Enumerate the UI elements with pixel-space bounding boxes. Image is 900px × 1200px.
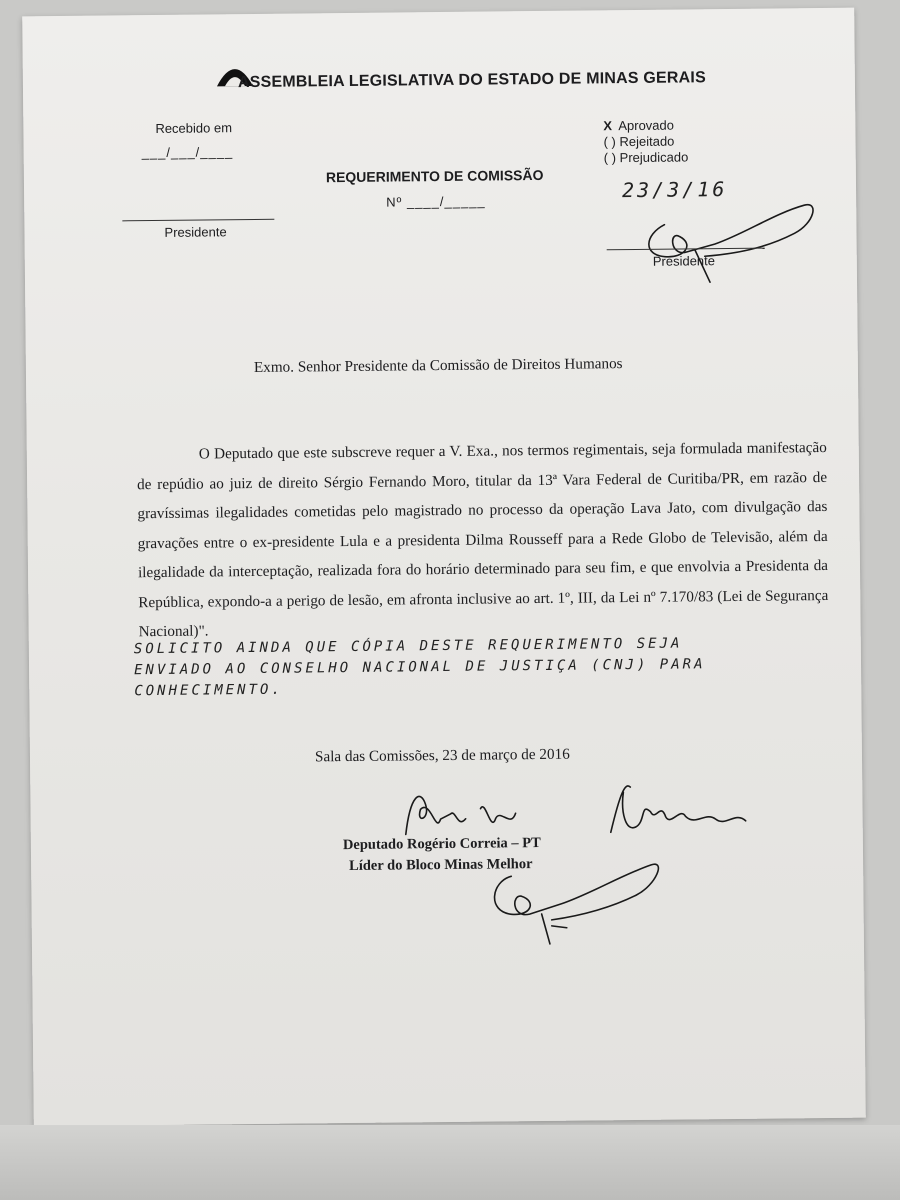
received-label: Recebido em <box>155 120 233 136</box>
addressee: Exmo. Senhor Presidente da Comissão de Direitos Humanos <box>253 355 623 376</box>
status-rejected-label: ( ) Rejeitado <box>603 133 675 150</box>
handwritten-note <box>134 632 835 702</box>
handwritten-note-line: SOLICITO AINDA QUE CÓPIA DESTE REQUERIMENTO SEJA <box>133 635 683 658</box>
bottom-signature <box>451 855 672 947</box>
form-title: REQUERIMENTO DE COMISSÃO <box>325 166 544 186</box>
status-approved-label: Aprovado <box>618 117 675 134</box>
body-paragraph: O Deputado que este subscreve requer a V. Exa., nos termos regimentais, seja formulada manifestação de repúdio ao juiz de direito Sérgio Fernando Moro, titular da 13ª Vara Federal de Curitiba/PR, em razão de gravíssimas ilegalidades cometidas pelo magistrado no processo da operação Lava Jato, com divulgação das gravações entre o ex-presidente Lula e a presidenta Dilma Rousseff para a Rede Globo de Televisão, além da ilegalidade da interceptação, realizada fora do horário determinado para seu fim, e que envolvia a Presidenta da República, expondo-a a perigo de lesão, em afronta inclusive ao art. 1º, III, da Lei nº 7.170/83 (Lei de Segurança Nacional)". <box>137 438 829 641</box>
approved-check-mark: X <box>603 118 613 134</box>
form-number-label: Nº ____/_____ <box>386 193 486 210</box>
document-page <box>22 8 866 1127</box>
handwritten-note-line: ENVIADO AO CONSELHO NACIONAL DE JUSTIÇA (CNJ) PARA <box>133 656 706 679</box>
signer-name: Deputado Rogério Correia – PT <box>342 835 541 854</box>
received-president-label: Presidente <box>164 224 227 240</box>
received-date-blank: ___/___/____ <box>141 144 234 161</box>
signer-role: Líder do Bloco Minas Melhor <box>349 856 533 875</box>
background-surface <box>0 1125 900 1200</box>
status-prejudiced-label: ( ) Prejudicado <box>603 149 689 166</box>
status-president-label: Presidente <box>652 253 716 269</box>
status-approved-row <box>603 118 674 134</box>
handwritten-note-line: CONHECIMENTO. <box>134 681 283 700</box>
handwritten-approval-date: 23/3/16 <box>621 177 728 203</box>
place-date: Sala das Comissões, 23 de março de 2016 <box>314 745 570 766</box>
president-signature <box>624 193 825 285</box>
received-signature-line <box>122 219 274 222</box>
header-title: ASSEMBLEIA LEGISLATIVA DO ESTADO DE MINAS GERAIS <box>237 69 706 92</box>
